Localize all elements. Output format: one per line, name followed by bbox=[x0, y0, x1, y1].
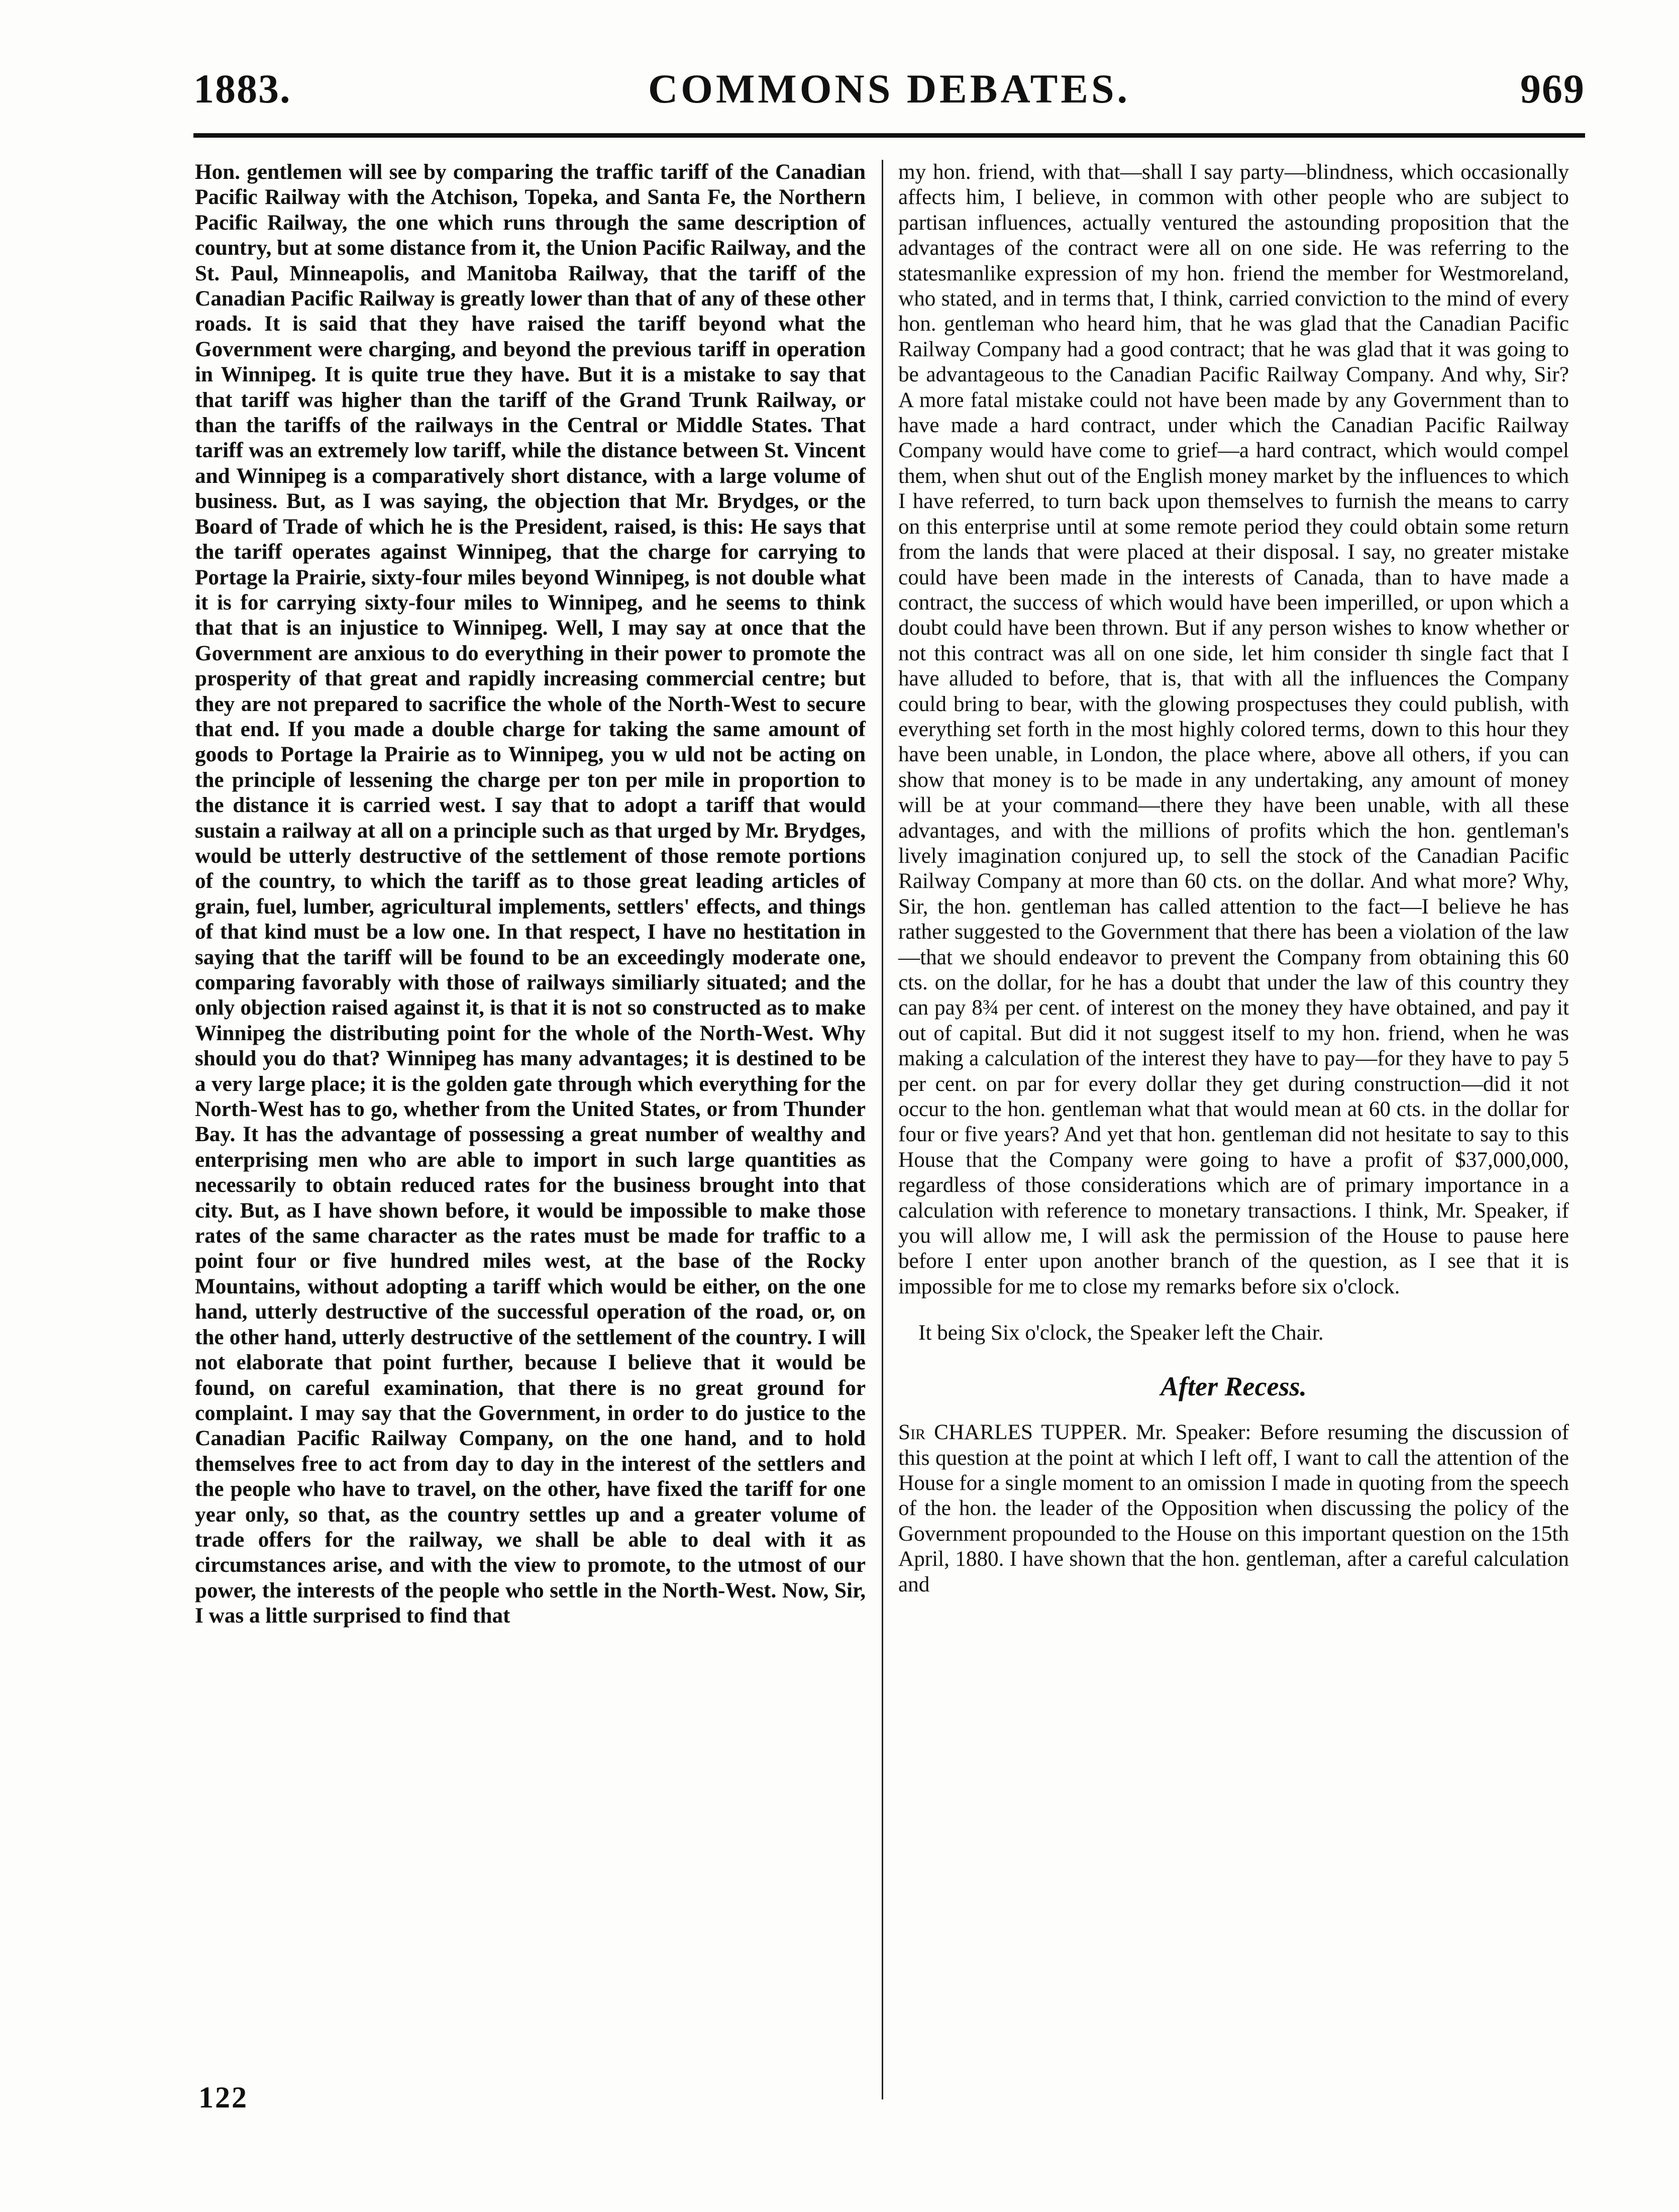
signature-mark: 122 bbox=[198, 2081, 248, 2114]
header-year: 1883. bbox=[193, 66, 291, 112]
header-rule bbox=[193, 133, 1585, 138]
adjournment-note: It being Six o'clock, the Speaker left the Chair. bbox=[918, 1321, 1324, 1345]
speaker-name: Sir CHARLES TUPPER. bbox=[898, 1421, 1127, 1445]
header-page-number: 969 bbox=[1520, 66, 1585, 112]
column-divider bbox=[882, 160, 883, 2099]
speech-paragraph bbox=[898, 1420, 1569, 1597]
right-column-text: my hon. friend, with that—shall I say party—blindness, which occasionally affects him, I believe, in common with other people who are subject to partisan influences, actually ventured the astounding proposition that the advantages of the contract were all on one side. He was referring to the statesmanlike expression of my hon. friend the member for Westmoreland, who stated, and in terms that, I think, carried conviction to the mind of every hon. gentleman who heard him, that he was glad that the Canadian Pacific Railway Company had a good contract; that he was glad that it was going to be advantageous to the Canadian Pacific Railway Company. And why, Sir? A more fatal mistake could not have been made by any Government than to have made a hard contract, under which the Canadian Pacific Railway Company would have come to grief—a hard contract, which would compel them, when shut out of the English money market by the influences to which I have referred, to turn back upon themselves to furnish the means to carry on this enterprise until at some remote period they could obtain some return from the lands that were placed at their disposal. I say, no greater mistake could have been made in the interests of Canada, than to have made a contract, the success of which would have been imperilled, or upon which a doubt could have been thrown. But if any person wishes to know whether or not this contract was all on one side, let him consider th single fact that I have alluded to before, that is, that with all the influences the Company could bring to bear, with the glowing prospectuses they could publish, with everything set forth in the most highly colored terms, down to this hour they have been unable, in London, the place where, above all others, if you can show that money is to be made in any undertaking, any amount of money will be at your command—there they have been unable, with all these advantages, and with the millions of profits which the hon. gentleman's lively imagination conjured up, to sell the stock of the Canadian Pacific Railway Company at more than 60 cts. on the dollar. And what more? Why, Sir, the hon. gentleman has called attention to the fact—I believe he has rather suggested to the Government that there has been a violation of the law—that we should endeavor to prevent the Company from obtaining this 60 cts. on the dollar, for he has a doubt that under the law of this country they can pay 8¾ per cent. of interest on the money they have obtained, and pay it out of capital. But did it not suggest itself to my hon. friend, when he was making a calculation of the interest they have to pay—for they have to pay 5 per cent. on par for every dollar they get during construction—did it not occur to the hon. gentleman what that would mean at 60 cts. in the dollar for four or five years? And yet that hon. gentleman did not hesitate to say to this House that the Company were going to have a profit of $37,000,000, regardless of those considerations which are of primary importance in a calculation with reference to monetary transactions. I think, Mr. Speaker, if you will allow me, I will ask the permission of the House to pause here before I enter upon another branch of the question, as I see that it is impossible for me to close my remarks before six o'clock. bbox=[898, 160, 1569, 1298]
header-title: COMMONS DEBATES. bbox=[648, 66, 1131, 112]
section-heading: After Recess. bbox=[1161, 1371, 1307, 1401]
left-column bbox=[195, 160, 866, 1629]
left-column-text: Hon. gentlemen will see by comparing the traffic tariff of the Canadian Pacific Railway with the Atchison, Topeka, and Santa Fe, the Northern Pacific Railway, the one which runs through the same description of country, but at some distance from it, the Union Pacific Railway, and the St. Paul, Minneapolis, and Manitoba Railway, that the tariff of the Canadian Pacific Railway is greatly lower than that of any of these other roads. It is said that they have raised the tariff beyond what the Government were charging, and beyond the previous tariff in operation in Winnipeg. It is quite true they have. But it is a mistake to say that that tariff was higher than the tariff of the Grand Trunk Railway, or than the tariffs of the railways in the Central or Middle States. That tariff was an extremely low tariff, while the distance between St. Vincent and Winnipeg is a comparatively short distance, with a large volume of business. But, as I was saying, the objection that Mr. Brydges, or the Board of Trade of which he is the President, raised, is this: He says that the tariff operates against Winnipeg, that the charge for carrying to Portage la Prairie, sixty-four miles beyond Winnipeg, is not double what it is for carrying sixty-four miles to Winnipeg, and he seems to think that that is an injustice to Winnipeg. Well, I may say at once that the Government are anxious to do everything in their power to promote the prosperity of that great and rapidly increasing commercial centre; but they are not prepared to sacrifice the whole of the North-West to secure that end. If you made a double charge for taking the same amount of goods to Portage la Prairie as to Winnipeg, you w uld not be acting on the principle of lessening the charge per ton per mile in proportion to the distance it is carried west. I say that to adopt a tariff that would sustain a railway at all on a principle such as that urged by Mr. Brydges, would be utterly destructive of the settlement of those remote portions of the country, to which the tariff as to those great leading articles of grain, fuel, lumber, agricultural implements, settlers' effects, and things of that kind must be a low one. In that respect, I have no hestitation in saying that the tariff will be found to be an exceedingly moderate one, comparing favorably with those of railways similiarly situated; and the only objection raised against it, is that it is not so constructed as to make Winnipeg the distributing point for the whole of the North-West. Why should you do that? Winnipeg has many advantages; it is destined to be a very large place; it is the golden gate through which everything for the North-West has to go, whether from the United States, or from Thunder Bay. It has the advantage of possessing a great number of wealthy and enterprising men who are able to import in such large quantities as necessarily to obtain reduced rates for the business brought into that city. But, as I have shown before, it would be impossible to make those rates of the same character as the rates must be made for traffic to a point four or five hundred miles west, at the base of the Rocky Mountains, without adopting a tariff which would be either, on the one hand, utterly destructive of the successful operation of the road, or, on the other hand, utterly destructive of the settlement of the country. I will not elaborate that point further, because I believe that it would be found, on careful examination, that there is no great ground for complaint. I may say that the Government, in order to do justice to the Canadian Pacific Railway Company, on the one hand, and to hold themselves free to act from day to day in the interest of the settlers and the people who have to travel, on the other, have fixed the tariff for one year only, so that, as the country settles up and a greater volume of trade offers for the railway, we shall be able to deal with it as circumstances arise, and with the view to promote, to the utmost of our power, the interests of the people who settle in the North-West. Now, Sir, I was a little surprised to find that bbox=[195, 160, 866, 1628]
right-column bbox=[898, 160, 1569, 1597]
speech-text: Mr. Speaker: Before resuming the discussion of this question at the point at which I left off, I want to call the attention of the House for a single moment to an omission I made in quoting from the speech of the hon. the leader of the Opposition when discussing the policy of the Government propounded to the House on this important question on the 15th April, 1880. I have shown that the hon. gentleman, after a careful calculation and bbox=[898, 1421, 1569, 1596]
